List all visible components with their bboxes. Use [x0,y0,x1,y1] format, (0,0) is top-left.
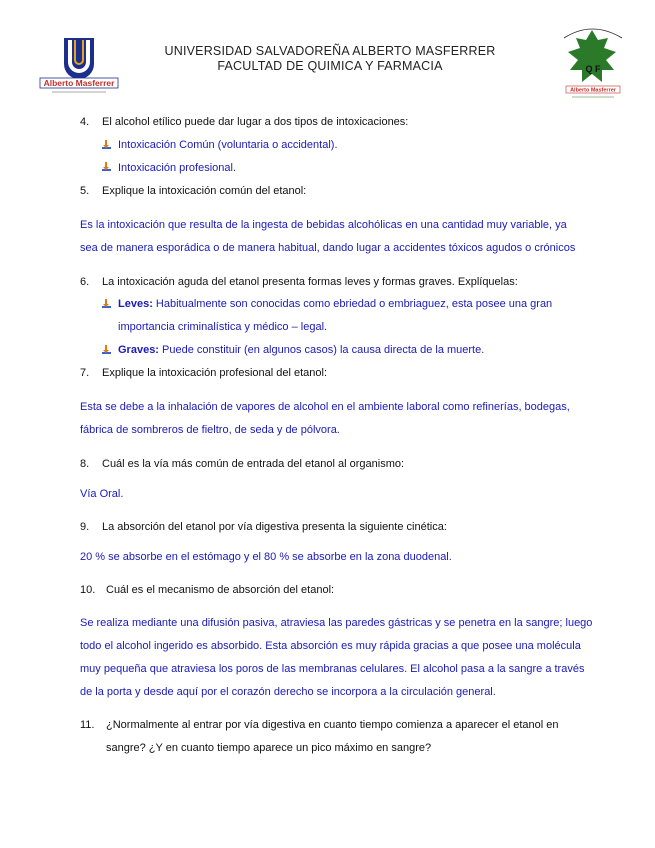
arrow-bullet-icon [100,139,112,151]
question-number: 6. [80,276,90,288]
q4-item-common: Intoxicación Común (voluntaria o accidental). [118,139,338,151]
answer-9: 20 % se absorbe en el estómago y el 80 % se absorbe en la zona duodenal. [80,551,452,563]
question-5 [80,184,306,198]
answer-7-line-1: Esta se debe a la inhalación de vapores de alcohol en el ambiente laboral como refinerías, bodegas, [80,401,570,413]
question-number: 4. [80,116,90,128]
q6-graves [118,343,484,357]
question-7 [80,366,327,380]
question-9 [80,520,447,534]
answer-10-line-2: todo el alcohol ingerido es absorbido. Esta absorción es muy rápida gracias a que posee una molécula [80,640,581,652]
question-11 [80,718,558,732]
answer-7-line-2: fábrica de sombreros de fieltro, de seda y de pólvora. [80,424,340,436]
answer-5-line-1: Es la intoxicación que resulta de la ingesta de bebidas alcohólicas en una cantidad muy variable, ya [80,219,567,231]
graves-text: Puede constituir (en algunos casos) la causa directa de la muerte. [162,344,485,356]
question-text-line-2: sangre? ¿Y en cuanto tiempo aparece un pico máximo en sangre? [106,742,432,754]
arrow-bullet-icon [100,344,112,356]
question-10 [80,583,334,597]
question-number: 10. [80,584,96,596]
arrow-bullet-icon [100,298,112,310]
faculty-logo-right [552,24,634,102]
leves-text-line-2: importancia criminalística y médico – legal. [118,321,328,333]
question-number: 8. [80,458,90,470]
header [150,44,510,74]
question-text: Cuál es la vía más común de entrada del etanol al organismo: [102,458,405,470]
arrow-bullet-icon [100,161,112,173]
answer-8: Vía Oral. [80,488,124,500]
answer-5-line-2: sea de manera esporádica o de manera habitual, dando lugar a accidentes tóxicos agudos o crónicos [80,242,576,254]
question-text: La absorción del etanol por vía digestiva presenta la siguiente cinética: [102,521,447,533]
question-text-line-1: ¿Normalmente al entrar por vía digestiva en cuanto tiempo comienza a aparecer el etanol en [106,719,559,731]
university-name: UNIVERSIDAD SALVADOREÑA ALBERTO MASFERRER [164,44,496,58]
question-text: Explique la intoxicación común del etanol: [102,185,307,197]
graves-label: Graves: [118,344,159,356]
answer-10-line-3: muy pequeña que atraviesa los poros de las membranas celulares. El alcohol pasa a la sangre a través [80,663,585,675]
q4-item-professional: Intoxicación profesional. [118,162,237,174]
leves-text-line-1: Habitualmente son conocidas como ebriedad o embriaguez, esta posee una gran [155,298,553,310]
question-number: 7. [80,367,90,379]
question-number: 11. [80,719,95,731]
leves-label: Leves: [118,298,153,310]
answer-10-line-4: de la porta y desde aquí por el corazón derecho se incorpora a la circulación general. [80,686,496,698]
question-4 [80,115,408,129]
question-text: La intoxicación aguda del etanol presenta formas leves y formas graves. Explíquelas: [102,276,518,288]
right-logo-text: Alberto Masferrer [570,87,616,94]
q6-leves [118,297,552,311]
university-logo-left [34,34,124,96]
question-8 [80,457,404,471]
question-text: Explique la intoxicación profesional del etanol: [102,367,328,379]
question-text: El alcohol etílico puede dar lugar a dos tipos de intoxicaciones: [102,116,409,128]
question-6 [80,275,518,289]
question-text: Cuál es el mecanismo de absorción del etanol: [106,584,335,596]
question-number: 5. [80,185,90,197]
faculty-name: FACULTAD DE QUIMICA Y FARMACIA [217,59,443,73]
question-number: 9. [80,521,90,533]
answer-10-line-1: Se realiza mediante una difusión pasiva, atraviesa las paredes gástricas y se penetra en la sangre; luego [80,617,593,629]
left-logo-text: Alberto Masferrer [43,78,115,88]
right-logo-letters: Q F [585,64,601,74]
